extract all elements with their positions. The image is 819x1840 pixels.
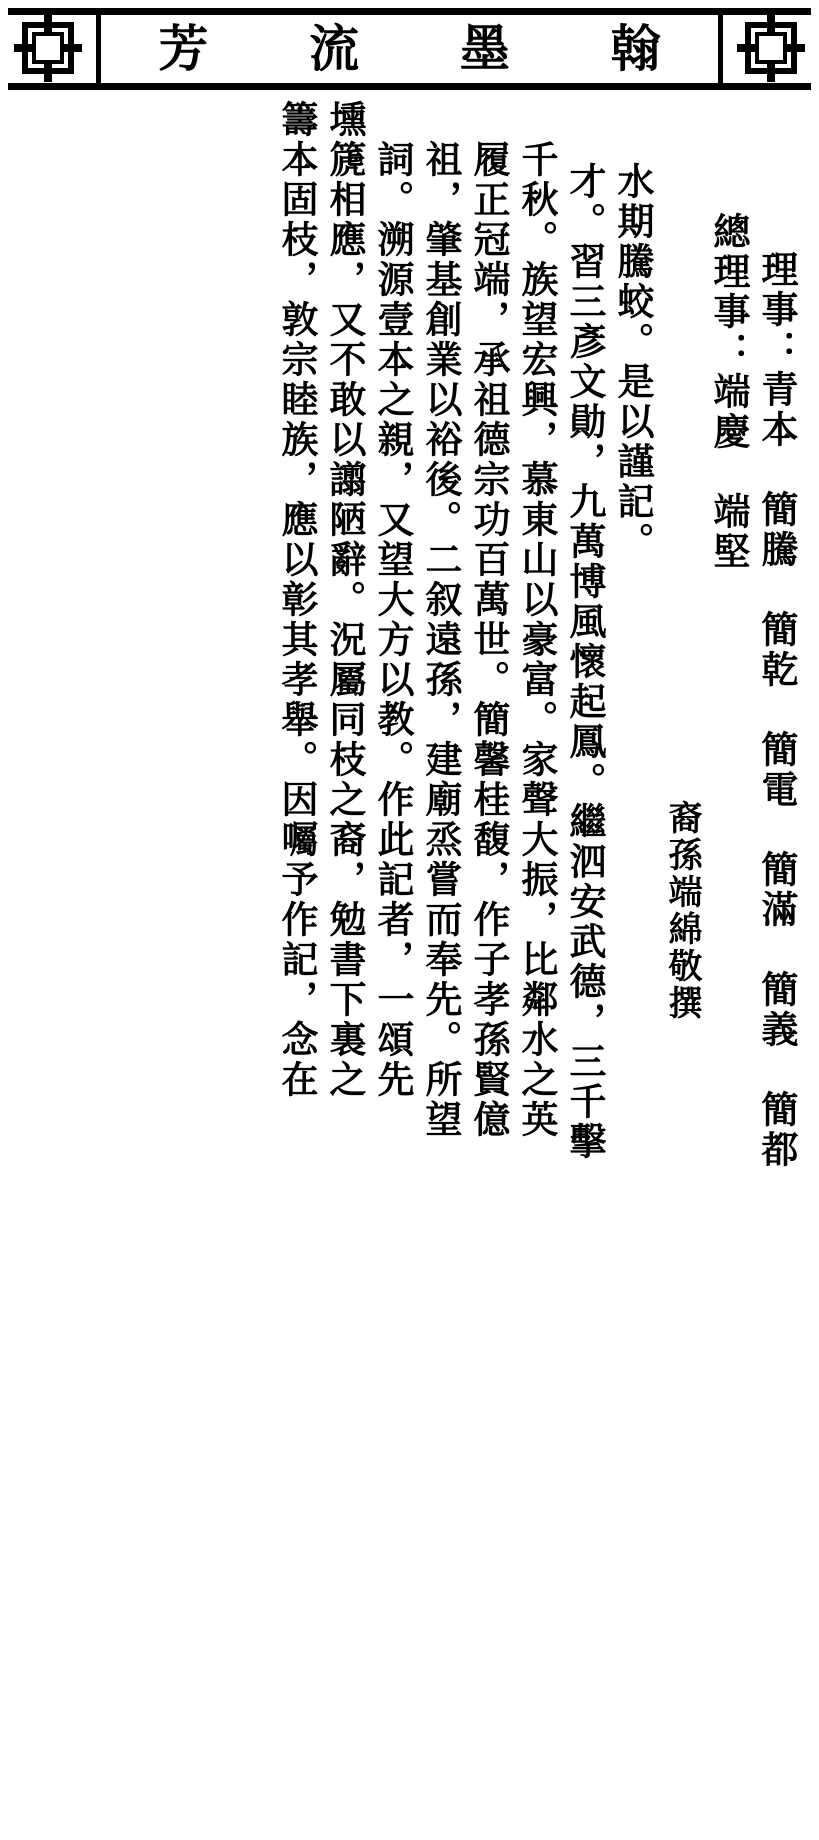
- text-column: 壎篪相應，又不敢以譾陋辭。況屬同枝之裔，勉書下裏之: [323, 100, 367, 1100]
- text-column: 詞。溯源壹本之親，又望大方以教。作此記者，一頌先: [371, 140, 415, 1100]
- text-column-group: [269, 100, 799, 1170]
- signature-column: 裔孫端綿敬撰: [662, 800, 702, 1022]
- text-column: 履正冠端，承祖德宗功百萬世。簡馨桂馥，作子孝孫賢億: [467, 140, 511, 1140]
- title-banner: [8, 8, 811, 90]
- lattice-ornament-left-icon: [14, 14, 82, 82]
- banner-title: [108, 15, 711, 83]
- text-column: 千秋。族望宏興，慕東山以豪富。家聲大振，比鄰水之英: [515, 140, 559, 1140]
- lattice-ornament-right-icon: [737, 14, 805, 82]
- banner-title-char-4: 芳: [158, 19, 209, 78]
- text-column: 祖，肇基創業以裕後。二叙遠孫，建廟烝嘗而奉先。所望: [419, 140, 463, 1140]
- text-column-directors: 理事：青本 簡騰 簡乾 簡電 簡滿 簡義 簡都: [755, 250, 799, 1170]
- banner-title-char-2: 墨: [459, 19, 510, 78]
- text-column: 水期騰蛟。是以謹記。: [611, 162, 655, 562]
- text-column-officers: 總理事：端慶 端堅: [707, 212, 751, 572]
- text-column: 才。習三彥文勛，九萬博風懷起鳳。繼泗安武德，三千擊: [563, 162, 607, 1162]
- banner-title-char-3: 流: [309, 19, 360, 78]
- banner-title-char-1: 翰: [610, 19, 661, 78]
- document-body: [0, 100, 819, 1170]
- text-column: 籌本固枝，敦宗睦族，應以彰其孝舉。因囑予作記，念在: [275, 100, 319, 1100]
